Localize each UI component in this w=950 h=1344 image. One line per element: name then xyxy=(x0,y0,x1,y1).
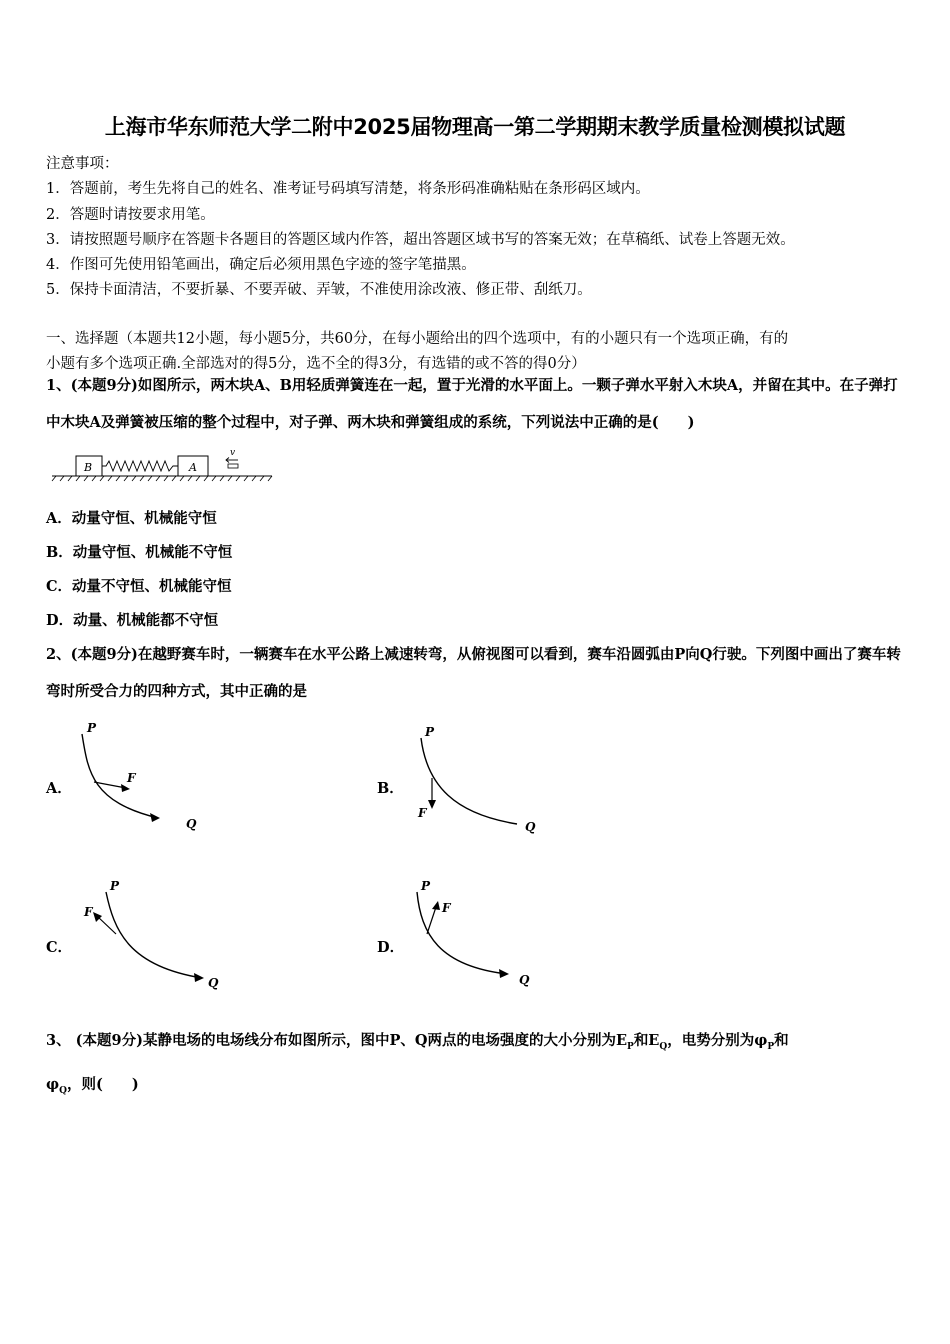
point-q-label: Q xyxy=(525,820,536,834)
q3-text-and1: 和E xyxy=(633,1032,660,1049)
q3-sub-p: P xyxy=(627,1041,634,1052)
q1-option-a[interactable]: A．动量守恒、机械能守恒 xyxy=(46,510,217,527)
q3-sub-p2: P xyxy=(767,1041,775,1052)
q3-sub-q: Q xyxy=(659,1041,668,1052)
point-p-label: P xyxy=(421,879,431,893)
point-p-label: P xyxy=(87,721,97,735)
q1-option-d[interactable]: D．动量、机械能都不守恒 xyxy=(46,612,219,629)
point-q-label: Q xyxy=(208,976,219,990)
direction-arrowhead xyxy=(194,973,204,982)
notice-item-2: 2．答题时请按要求用笔。 xyxy=(46,207,215,223)
q2-diagram-b xyxy=(405,718,545,842)
q1-option-b[interactable]: B．动量守恒、机械能不守恒 xyxy=(46,544,233,561)
curve-path xyxy=(417,892,507,974)
force-label: F xyxy=(442,901,451,915)
q2-diagram-d xyxy=(405,870,545,994)
q2-option-a-label[interactable]: A． xyxy=(46,780,72,797)
direction-arrowhead xyxy=(150,813,160,822)
notice-item-4: 4．作图可先使用铅笔画出，确定后必须用黑色字迹的签字笔描黑。 xyxy=(46,257,476,273)
section-instructions-line1: 一、选择题（本题共12小题，每小题5分，共60分，在每小题给出的四个选项中，有的小题只有一个选项正确，有的 xyxy=(46,331,789,347)
curve-path xyxy=(106,892,202,978)
page-title: 上海市华东师范大学二附中2025届物理高一第二学期期末教学质量检测模拟试题 xyxy=(104,115,846,139)
point-p-label: P xyxy=(110,879,120,893)
q3-text-part1: 3、 (本题9分)某静电场的电场线分布如图所示，图中P、Q两点的电场强度的大小分别为E xyxy=(46,1032,628,1049)
q2-option-c-label[interactable]: C． xyxy=(46,939,73,956)
bullet xyxy=(228,464,238,468)
velocity-label: v xyxy=(230,448,236,458)
spring-blocks-figure xyxy=(50,446,280,482)
block-a-label: A xyxy=(189,461,197,474)
q2-option-d-label[interactable]: D． xyxy=(377,939,405,956)
curve-path xyxy=(82,734,158,818)
question-2-text: 2、(本题9分)在越野赛车时，一辆赛车在水平公路上减速转弯，从俯视图可以看到，赛车沿圆弧由P向Q行驶。下列图中画出了赛车转弯时所受合力的四种方式，其中正确的是 xyxy=(46,646,901,700)
q1-option-c[interactable]: C．动量不守恒、机械能守恒 xyxy=(46,578,232,595)
force-label: F xyxy=(84,905,93,919)
q3-line2-start: φ xyxy=(46,1075,60,1093)
notice-heading: 注意事项： xyxy=(46,156,119,172)
q2-diagram-a xyxy=(70,712,210,836)
question-1-text: 1、(本题9分)如图所示，两木块A、B用轻质弹簧连在一起，置于光滑的水平面上。一颗子弹水平射入木块A，并留在其中。在子弹打中木块A及弹簧被压缩的整个过程中，对子弹、两木块和弹簧组成的系统，下列说法中正确的是( ) xyxy=(46,377,898,431)
q2-diagram-c xyxy=(76,870,226,994)
force-label: F xyxy=(418,806,427,820)
force-label: F xyxy=(127,771,136,785)
notice-item-5: 5．保持卡面清洁，不要折暴、不要弄破、弄皱，不准使用涂改液、修正带、刮纸刀。 xyxy=(46,282,592,298)
question-3-text xyxy=(46,1022,908,1110)
point-q-label: Q xyxy=(519,973,530,987)
q3-line2-end: ，则( ) xyxy=(66,1075,139,1093)
curve-path xyxy=(421,738,517,824)
ground-hatching xyxy=(52,476,272,481)
q3-sub-q2: Q xyxy=(59,1085,67,1096)
q2-option-b-label[interactable]: B． xyxy=(377,780,404,797)
spring xyxy=(102,461,178,471)
direction-arrowhead xyxy=(499,969,509,978)
notice-item-3: 3．请按照题号顺序在答题卡各题目的答题区域内作答，超出答题区域书写的答案无效；在草稿纸、试卷上答题无效。 xyxy=(46,232,795,248)
q3-text-part2: ，电势分别为φ xyxy=(667,1032,768,1049)
point-p-label: P xyxy=(425,725,435,739)
section-instructions-line2: 小题有多个选项正确.全部选对的得5分，选不全的得3分，有选错的或不答的得0分） xyxy=(46,356,586,372)
block-b-label: B xyxy=(84,461,93,474)
force-arrow xyxy=(427,907,436,934)
q3-text-and2: 和 xyxy=(774,1032,789,1049)
notice-item-1: 1．答题前，考生先将自己的姓名、准考证号码填写清楚，将条形码准确粘贴在条形码区域内。 xyxy=(46,181,650,197)
point-q-label: Q xyxy=(186,817,197,831)
